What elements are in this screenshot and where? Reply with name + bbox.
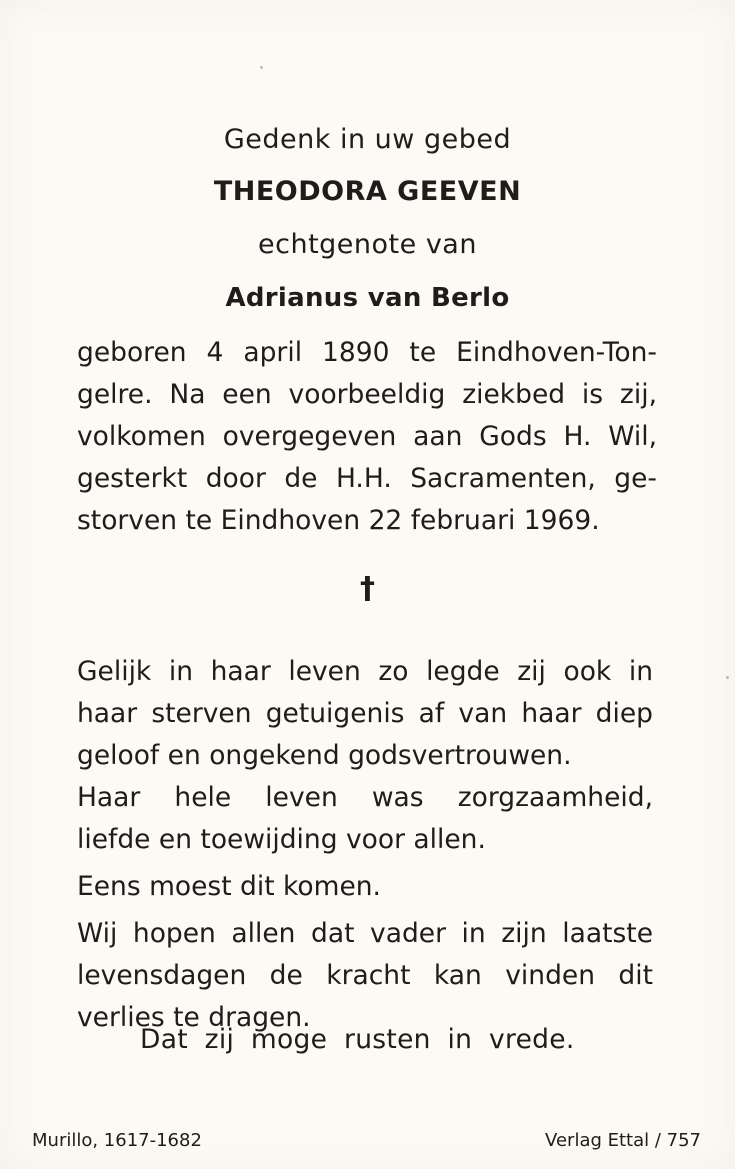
spouse-label: echtgenote van — [258, 229, 477, 260]
tribute-text — [77, 651, 653, 1039]
closing-line: Dat zij moge rusten in vrede. — [140, 1024, 575, 1055]
paper-speck — [260, 66, 263, 69]
bio-line: gelre. Na een voorbeeldig ziekbed is zij, — [77, 379, 657, 410]
bio-line: storven te Eindhoven 22 februari 1969. — [77, 505, 600, 536]
tribute-line: geloof en ongekend godsvertrouwen. — [77, 740, 572, 771]
tribute-line: Eens moest dit komen. — [77, 871, 381, 902]
publisher-credit: Verlag Ettal / 757 — [545, 1130, 701, 1151]
bio-line: gesterkt door de H.H. Sacramenten, ge- — [77, 463, 657, 494]
tribute-line: liefde en toewijding voor allen. — [77, 824, 486, 855]
card-header: Gedenk in uw gebed — [223, 124, 512, 155]
tribute-line: Gelijk in haar leven zo legde zij ook in — [77, 656, 653, 687]
tribute-line: haar sterven getuigenis af van haar diep — [77, 698, 653, 729]
spouse-name: Adrianus van Berlo — [225, 283, 510, 313]
artist-credit: Murillo, 1617-1682 — [32, 1130, 202, 1151]
tribute-line: levensdagen de kracht kan vinden dit — [77, 960, 653, 991]
deceased-name: THEODORA GEEVEN — [213, 176, 522, 207]
tribute-line: Haar hele leven was zorgzaamheid, — [77, 782, 653, 813]
bio-line: geboren 4 april 1890 te Eindhoven-Ton- — [77, 337, 657, 368]
bio-line: volkomen overgegeven aan Gods H. Wil, — [77, 421, 657, 452]
cross-icon: † — [360, 571, 375, 606]
tribute-line: Wij hopen allen dat vader in zijn laatste — [77, 918, 653, 949]
paper-speck — [726, 676, 729, 679]
tribute-line: verlies te dragen. — [77, 1002, 311, 1033]
biography — [77, 332, 657, 542]
